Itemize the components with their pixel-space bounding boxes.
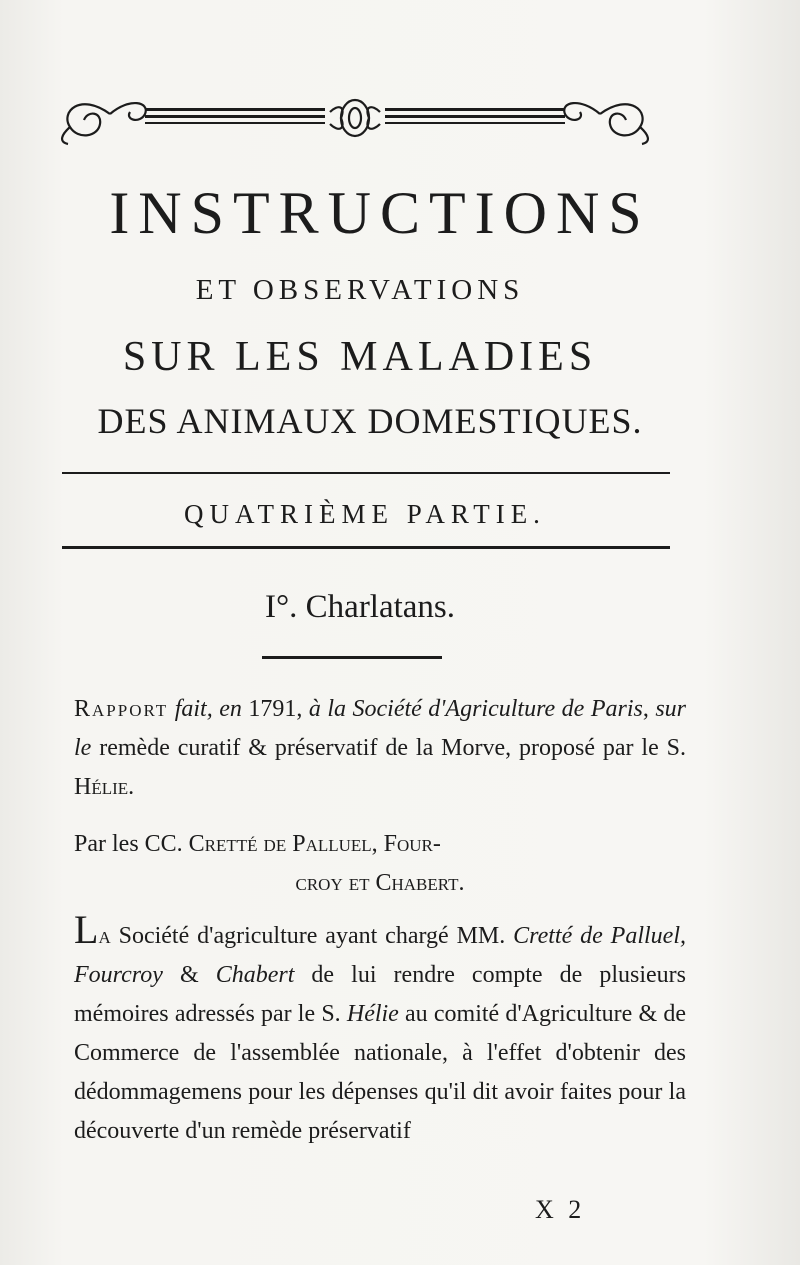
- authors-byline: [74, 825, 686, 903]
- main-name3: Hélie: [346, 1001, 399, 1027]
- header-ornament: [50, 82, 660, 152]
- section-heading: I°. Charlatans.: [264, 589, 456, 625]
- part-heading: QUATRIÈME PARTIE.: [184, 499, 546, 529]
- subtitle-observations: ET OBSERVATIONS: [195, 274, 525, 306]
- main-text-1: Société d'agriculture ayant chargé MM.: [110, 923, 514, 949]
- report-text-5: ,: [642, 696, 656, 722]
- drop-cap: L: [74, 907, 99, 952]
- report-text-7: remède curatif & préservatif de la Morve, proposé par le S.: [91, 735, 686, 761]
- main-text-2: &: [162, 962, 216, 988]
- divider-rule-bottom: [62, 546, 670, 549]
- subtitle-animaux: DES ANIMAUX DOMESTIQUES.: [97, 401, 643, 441]
- byline-names: Cretté de Palluel, Four-: [188, 831, 441, 857]
- report-text-3: ,: [296, 696, 309, 722]
- report-text-6: sur le: [74, 696, 687, 761]
- signature-mark: X 2: [535, 1195, 586, 1224]
- page-title: INSTRUCTIONS: [109, 180, 651, 246]
- main-text-3: de lui rendre compte de plusieurs mémoires adressés par le S.: [74, 962, 686, 1027]
- byline-line2: croy et Chabert.: [295, 870, 465, 896]
- report-year: 1791: [248, 696, 297, 722]
- report-text-1: fait,: [174, 696, 213, 722]
- main-text-4: au comité d'Agriculture & de Commerce de l'assemblée nationale, à l'effet d'obtenir des dédommagemens pour les dépenses qu'il dit avoir faites pour la découverte d'un remède préservatif: [74, 1001, 687, 1144]
- main-capword: a: [98, 923, 111, 949]
- divider-rule-top: [62, 472, 670, 474]
- report-paragraph: [74, 690, 686, 807]
- section-rule: [262, 656, 442, 659]
- main-names: Cretté de Palluel, Fourcroy: [74, 923, 686, 988]
- report-society: à la Société d'Agriculture de Paris: [308, 696, 643, 722]
- report-text-2: en: [212, 696, 249, 722]
- byline-prefix: Par les CC.: [74, 831, 189, 857]
- report-lead: Rapport: [74, 696, 169, 722]
- subtitle-maladies: SUR LES MALADIES: [122, 334, 598, 380]
- main-name2: Chabert: [215, 962, 295, 988]
- main-paragraph: [74, 907, 687, 1151]
- report-name: Hélie.: [74, 774, 135, 800]
